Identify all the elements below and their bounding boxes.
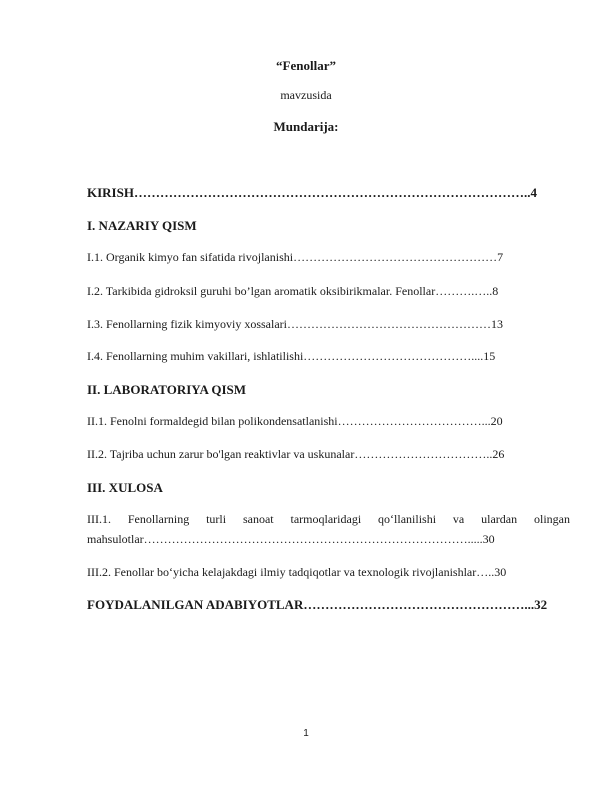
toc-entry-i4: I.4. Fenollarning muhim vakillari, ishlatilishi……………………………………....15: [87, 349, 496, 363]
toc-references: FOYDALANILGAN ADABIYOTLAR……………………………………………...32: [87, 597, 548, 612]
toc-entry-i3: I.3. Fenollarning fizik kimyoviy xossalari……………………………………………13: [87, 317, 503, 331]
toc-entry-ii1: II.1. Fenolni formaldegid bilan polikondensatlanishi………………………………...20: [87, 414, 503, 428]
toc-part-3-heading: III. XULOSA: [87, 480, 163, 495]
toc-entry-i2: I.2. Tarkibida gidroksil guruhi bo’lgan aromatik oksibirikmalar. Fenollar……….…..8: [87, 284, 499, 298]
toc-part-1-heading: I. NAZARIY QISM: [87, 218, 197, 233]
contents-heading: Mundarija:: [273, 119, 339, 134]
document-title: “Fenollar”: [276, 58, 336, 73]
toc-intro: KIRISH………………………………………………………………………………..4: [87, 185, 537, 200]
toc-entry-iii2: III.2. Fenollar bo‘yicha kelajakdagi ilmiy tadqiqotlar va texnologik rivojlanishlar…..30: [87, 565, 507, 579]
toc-entry-iii1-line2: mahsulotlar……………………………………………………………………….....30: [87, 532, 495, 546]
toc-part-2-heading: II. LABORATORIYA QISM: [87, 382, 247, 397]
toc-entry-iii1-line1: III.1. Fenollarning turli sanoat tarmoqlaridagi qo‘llanilishi va ulardan olingan: [87, 512, 570, 526]
page-number: 1: [303, 728, 309, 739]
toc-entry-ii2: II.2. Tajriba uchun zarur bo'lgan reaktivlar va uskunalar……………………………..26: [87, 447, 505, 461]
toc-entry-i1: I.1. Organik kimyo fan sifatida rivojlanishi……………………………………………7: [87, 250, 504, 264]
document-subtitle: mavzusida: [280, 88, 332, 102]
